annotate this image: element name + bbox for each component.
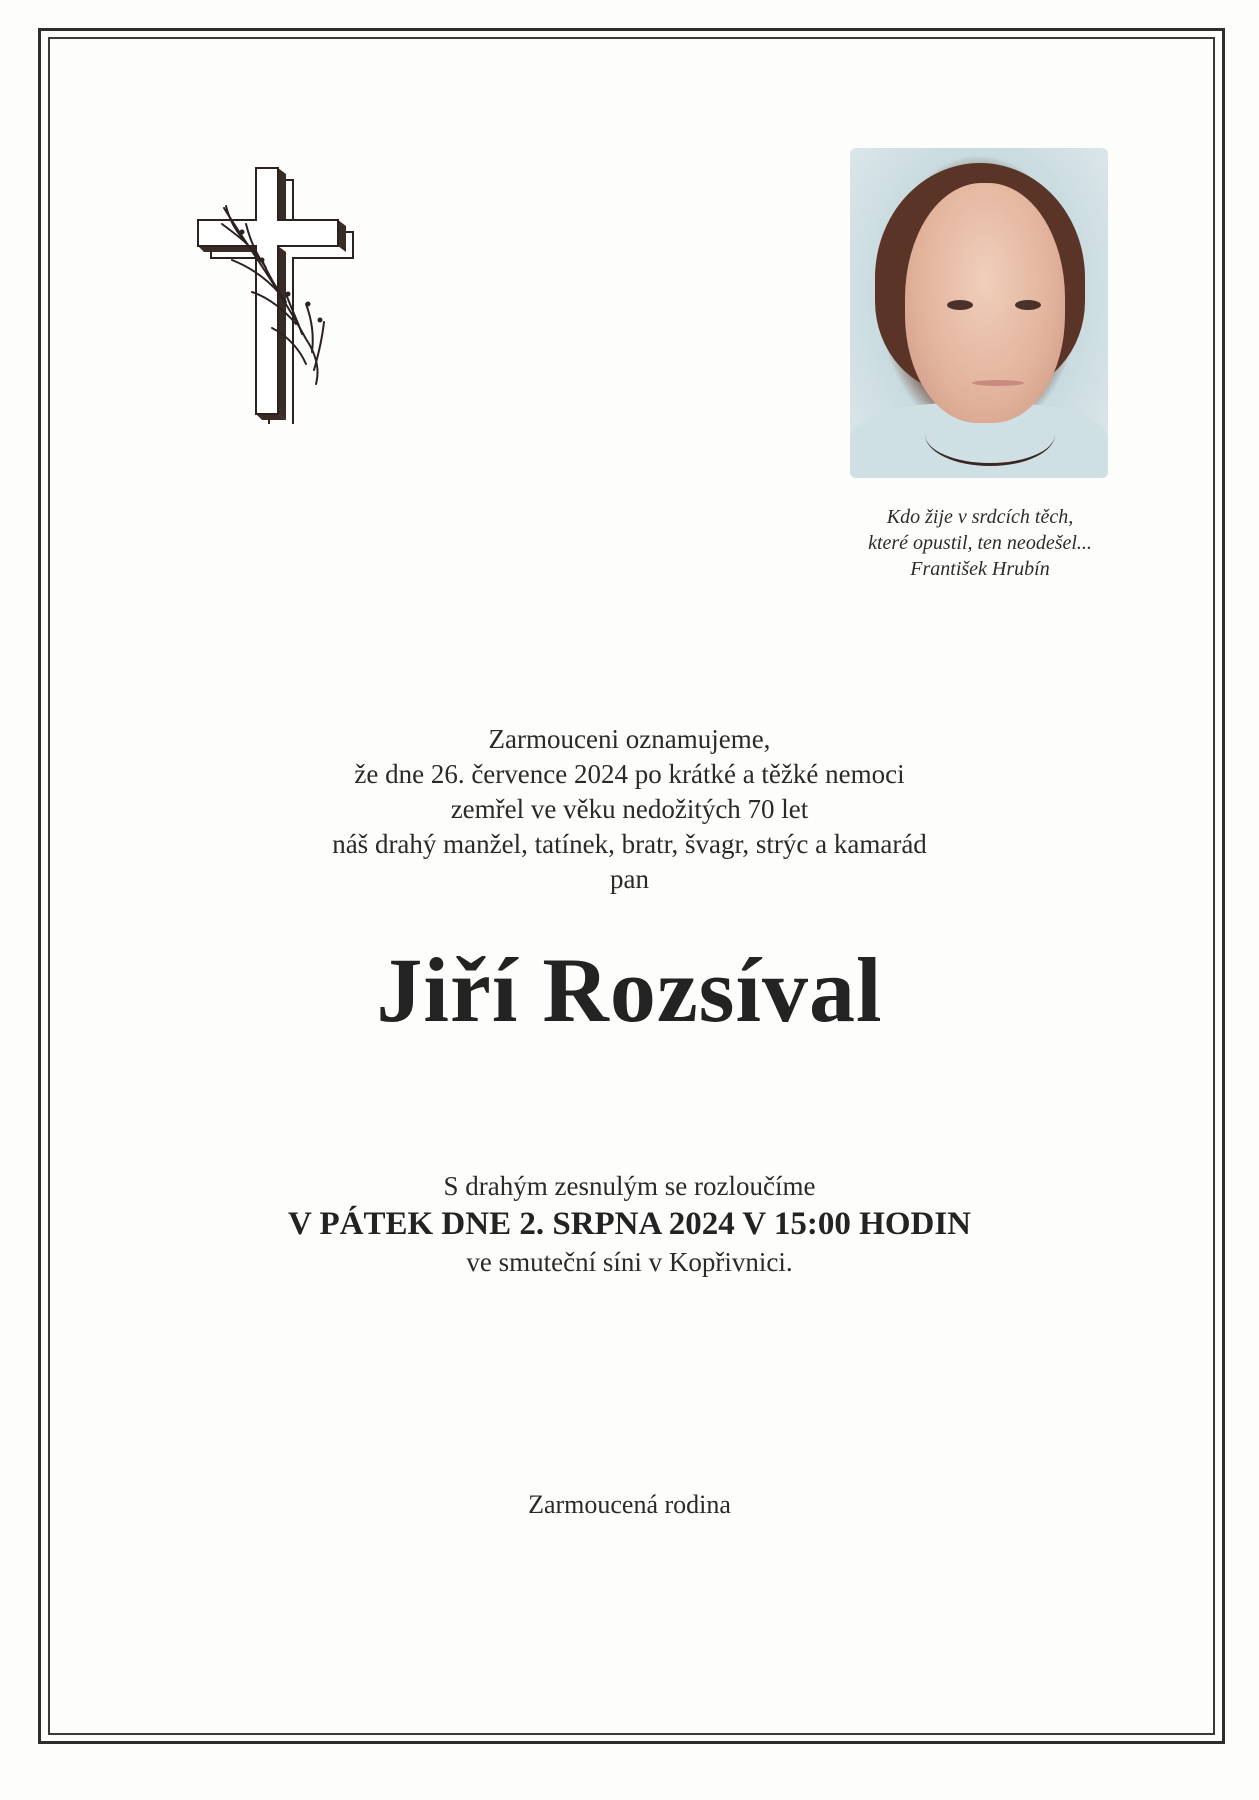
photo-mouth (972, 380, 1024, 386)
portrait-photo (850, 148, 1108, 478)
photo-face (905, 183, 1065, 423)
cross-with-palm-branch-icon (196, 164, 356, 424)
announcement-line: zemřel ve věku nedožitých 70 let (450, 794, 809, 824)
farewell-details (0, 1168, 1259, 1280)
farewell-intro: S drahým zesnulým se rozloučíme (443, 1171, 816, 1201)
death-announcement (0, 722, 1259, 897)
announcement-line: pan (610, 864, 649, 894)
photo-collar (925, 403, 1055, 466)
photo-eye-right (1015, 300, 1041, 310)
photo-eye-left (947, 300, 973, 310)
farewell-location: ve smuteční síni v Kopřivnici. (466, 1247, 793, 1277)
quote-author: František Hrubín (910, 558, 1050, 580)
family-signature: Zarmoucená rodina (528, 1490, 731, 1519)
deceased-name: Jiří Rozsíval (376, 939, 883, 1041)
memorial-quote (830, 504, 1130, 582)
farewell-date-time: V PÁTEK DNE 2. SRPNA 2024 V 15:00 HODIN (288, 1206, 971, 1242)
quote-line: které opustil, ten neodešel... (868, 532, 1092, 554)
announcement-line: náš drahý manžel, tatínek, bratr, švagr, strýc a kamarád (332, 829, 927, 859)
quote-line: Kdo žije v srdcích těch, (886, 506, 1074, 528)
announcement-line: Zarmouceni oznamujeme, (488, 724, 771, 754)
announcement-line: že dne 26. července 2024 po krátké a těžké nemoci (354, 759, 905, 789)
